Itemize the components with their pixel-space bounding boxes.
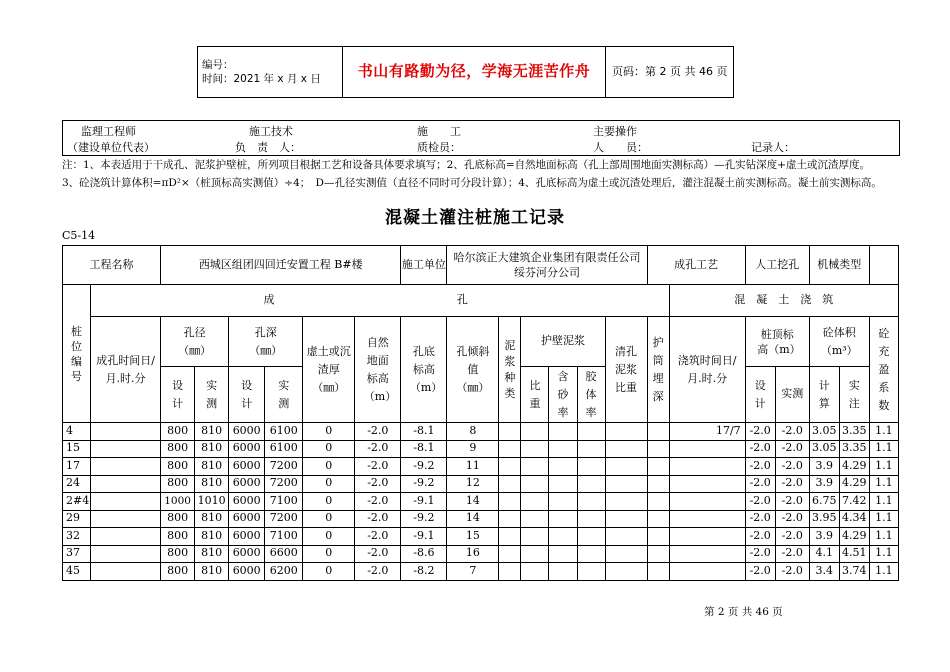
volume-calc: 计算: [809, 367, 839, 423]
note-line-2: 3、砼浇筑计算体积=πD²×（桩顶标高实测值）÷4； D—孔径实测值（直径不同时可分段计算）；4、孔底标高为虚土或沉渣处理后，灌注混凝土前实测标高。凝土前实测标高。: [62, 177, 882, 189]
cell-g: [521, 475, 549, 493]
pile-record-table: [62, 245, 899, 581]
cell-ground: -2.0: [355, 493, 401, 511]
cell-v-calc: 6.75: [809, 493, 839, 511]
sig-construction: 施 工: [417, 125, 461, 138]
cell-time: [91, 493, 161, 511]
cell-c: [577, 528, 605, 546]
cell-time: [91, 440, 161, 458]
cell-fill: 1.1: [869, 510, 898, 528]
cell-case: [647, 475, 669, 493]
cell-sed: 0: [303, 528, 355, 546]
cell-pour-time: [669, 563, 745, 581]
cell-d-actual: 810: [195, 510, 229, 528]
cell-d-design: 800: [161, 563, 195, 581]
cell-v-calc: 4.1: [809, 545, 839, 563]
cell-h-design: 6000: [229, 510, 265, 528]
group-header-row: [63, 285, 899, 317]
method-label: 成孔工艺: [647, 246, 745, 285]
footer-page-number: 第 2 页 共 46 页: [704, 606, 783, 618]
cell-bottom: -9.2: [401, 510, 447, 528]
cell-c: [577, 475, 605, 493]
cell-fill: 1.1: [869, 528, 898, 546]
cell-s: [549, 510, 577, 528]
cell-v-real: 3.35: [839, 423, 869, 441]
cell-mud: [499, 545, 521, 563]
cell-top-actual: -2.0: [775, 440, 809, 458]
cell-case: [647, 423, 669, 441]
casing-header: 护筒埋深: [647, 317, 669, 423]
hole-time-header: 成孔时间日/月.时.分: [91, 317, 161, 423]
cell-v-real: 3.74: [839, 563, 869, 581]
sig-owner-rep: （建设单位代表）: [67, 141, 155, 154]
ground-header: 自然地面标高（m）: [355, 317, 401, 423]
cell-h-design: 6000: [229, 475, 265, 493]
cell-d-actual: 810: [195, 528, 229, 546]
cell-top-design: -2.0: [745, 458, 775, 476]
cell-d-design: 800: [161, 458, 195, 476]
cell-d-design: 1000: [161, 493, 195, 511]
sig-recorder: 记录人：: [751, 141, 795, 154]
cell-sed: 0: [303, 423, 355, 441]
cell-d-design: 800: [161, 440, 195, 458]
cell-v-calc: 3.4: [809, 563, 839, 581]
cell-v-real: 4.29: [839, 475, 869, 493]
pile-no-header: 桩位编号: [63, 285, 91, 423]
cell-mud: [499, 528, 521, 546]
cell-sed: 0: [303, 458, 355, 476]
cell-top-design: -2.0: [745, 528, 775, 546]
cell-h-actual: 7200: [265, 458, 303, 476]
cell-c: [577, 545, 605, 563]
cell-fill: 1.1: [869, 545, 898, 563]
cell-top-design: -2.0: [745, 545, 775, 563]
cell-v-calc: 3.9: [809, 528, 839, 546]
cell-c: [577, 493, 605, 511]
cell-time: [91, 458, 161, 476]
sig-inspector: 质检员：: [417, 141, 461, 154]
cell-no: 15: [63, 440, 91, 458]
cell-top-actual: -2.0: [775, 458, 809, 476]
diameter-header: 孔径（㎜）: [161, 317, 229, 367]
cell-case: [647, 510, 669, 528]
cell-v-real: 4.29: [839, 458, 869, 476]
cell-clean: [605, 563, 647, 581]
cell-c: [577, 440, 605, 458]
cell-sed: 0: [303, 510, 355, 528]
sig-personnel: 人 员：: [593, 141, 648, 154]
cell-no: 45: [63, 563, 91, 581]
cell-s: [549, 528, 577, 546]
cell-v-calc: 3.05: [809, 423, 839, 441]
cell-s: [549, 493, 577, 511]
cell-clean: [605, 423, 647, 441]
top-design: 设计: [745, 367, 775, 423]
cell-v-real: 4.34: [839, 510, 869, 528]
cell-bottom: -8.1: [401, 423, 447, 441]
cell-mud: [499, 563, 521, 581]
cell-v-calc: 3.9: [809, 458, 839, 476]
table-row: [63, 528, 899, 546]
cell-v-real: 3.35: [839, 440, 869, 458]
table-row: [63, 545, 899, 563]
cell-top-actual: -2.0: [775, 510, 809, 528]
cell-v-calc: 3.95: [809, 510, 839, 528]
cell-h-design: 6000: [229, 458, 265, 476]
cell-v-real: 4.29: [839, 528, 869, 546]
cell-d-actual: 1010: [195, 493, 229, 511]
cell-ground: -2.0: [355, 510, 401, 528]
cell-g: [521, 528, 549, 546]
cell-d-design: 800: [161, 510, 195, 528]
note-line-1: 注：1、本表适用于干成孔、泥浆护壁桩，所列项目根据工艺和设备具体要求填写；2、孔底标高=自然地面标高（孔上部周围地面实测标高）—孔实钻深度+虚土或沉渣厚度。: [62, 159, 870, 171]
cell-clean: [605, 545, 647, 563]
cell-s: [549, 475, 577, 493]
cell-d-actual: 810: [195, 545, 229, 563]
cell-h-design: 6000: [229, 423, 265, 441]
cell-h-actual: 6200: [265, 563, 303, 581]
page-header: [197, 46, 734, 98]
cell-c: [577, 510, 605, 528]
cell-mud: [499, 475, 521, 493]
cell-c: [577, 423, 605, 441]
cell-top-design: -2.0: [745, 440, 775, 458]
cell-d-actual: 810: [195, 563, 229, 581]
cell-g: [521, 423, 549, 441]
cell-h-design: 6000: [229, 493, 265, 511]
cell-s: [549, 563, 577, 581]
sig-tech: 施工技术: [249, 125, 293, 138]
table-row: [63, 493, 899, 511]
cell-h-actual: 7200: [265, 475, 303, 493]
cell-ground: -2.0: [355, 458, 401, 476]
cell-v-real: 4.51: [839, 545, 869, 563]
cell-case: [647, 545, 669, 563]
cell-mud: [499, 510, 521, 528]
cell-time: [91, 475, 161, 493]
cell-fill: 1.1: [869, 563, 898, 581]
project-label: 工程名称: [63, 246, 161, 285]
cell-pour-time: [669, 440, 745, 458]
cell-slope: 8: [447, 423, 499, 441]
page-label: 页码：第 2 页 共 46 页: [606, 47, 734, 98]
cell-h-actual: 6100: [265, 440, 303, 458]
depth-actual: 实测: [265, 367, 303, 423]
cell-bottom: -9.1: [401, 528, 447, 546]
cell-no: 32: [63, 528, 91, 546]
cell-bottom: -8.6: [401, 545, 447, 563]
cell-s: [549, 458, 577, 476]
volume-real: 实注: [839, 367, 869, 423]
cell-pour-time: [669, 528, 745, 546]
cell-bottom: -8.1: [401, 440, 447, 458]
cell-top-actual: -2.0: [775, 563, 809, 581]
cell-case: [647, 458, 669, 476]
machine-value: [869, 246, 898, 285]
cell-d-actual: 810: [195, 475, 229, 493]
cell-bottom: -8.2: [401, 563, 447, 581]
cell-no: 17: [63, 458, 91, 476]
cell-top-actual: -2.0: [775, 423, 809, 441]
cell-fill: 1.1: [869, 423, 898, 441]
cell-time: [91, 528, 161, 546]
cell-top-actual: -2.0: [775, 545, 809, 563]
header-meta: [198, 47, 343, 98]
cell-mud: [499, 493, 521, 511]
cell-g: [521, 493, 549, 511]
cell-h-design: 6000: [229, 545, 265, 563]
cell-mud: [499, 458, 521, 476]
cell-c: [577, 563, 605, 581]
cell-sed: 0: [303, 545, 355, 563]
sand-header: 含砂率: [549, 367, 577, 423]
volume-header: 砼体积（m³）: [809, 317, 869, 367]
cell-pour-time: [669, 475, 745, 493]
diameter-design: 设计: [161, 367, 195, 423]
cell-case: [647, 563, 669, 581]
project-value: 西城区组团四回迁安置工程 B#楼: [161, 246, 401, 285]
gravity-header: 比重: [521, 367, 549, 423]
cell-sed: 0: [303, 440, 355, 458]
signature-box: [62, 120, 900, 156]
cell-slope: 11: [447, 458, 499, 476]
cell-h-actual: 7200: [265, 510, 303, 528]
depth-design: 设计: [229, 367, 265, 423]
cell-clean: [605, 510, 647, 528]
cell-top-actual: -2.0: [775, 528, 809, 546]
cell-d-design: 800: [161, 423, 195, 441]
top-actual: 实测: [775, 367, 809, 423]
sediment-header: 虚土或沉渣厚（㎜）: [303, 317, 355, 423]
fullness-header: 砼充盈系数: [869, 317, 898, 423]
cell-top-design: -2.0: [745, 510, 775, 528]
cell-top-actual: -2.0: [775, 475, 809, 493]
slogan: 书山有路勤为径，学海无涯苦作舟: [343, 47, 606, 98]
cell-v-real: 7.42: [839, 493, 869, 511]
cell-h-actual: 6100: [265, 423, 303, 441]
machine-label: 机械类型: [809, 246, 869, 285]
info-row: [63, 246, 899, 285]
pour-header: 混 凝 土 浇 筑: [669, 285, 898, 317]
cell-sed: 0: [303, 493, 355, 511]
cell-no: 2#4: [63, 493, 91, 511]
cell-pour-time: [669, 493, 745, 511]
cell-slope: 15: [447, 528, 499, 546]
pour-time-header: 浇筑时间日/月.时.分: [669, 317, 745, 423]
cell-slope: 14: [447, 510, 499, 528]
cell-d-actual: 810: [195, 423, 229, 441]
cell-ground: -2.0: [355, 423, 401, 441]
cell-no: 29: [63, 510, 91, 528]
cell-no: 24: [63, 475, 91, 493]
cell-ground: -2.0: [355, 475, 401, 493]
cell-h-actual: 7100: [265, 493, 303, 511]
cell-fill: 1.1: [869, 440, 898, 458]
cell-g: [521, 510, 549, 528]
cell-d-design: 800: [161, 475, 195, 493]
colloid-header: 胶体率: [577, 367, 605, 423]
cell-d-actual: 810: [195, 458, 229, 476]
cell-fill: 1.1: [869, 458, 898, 476]
cell-slope: 16: [447, 545, 499, 563]
table-row: [63, 440, 899, 458]
cheng-header: 成: [91, 285, 447, 317]
unit-value: 哈尔滨正大建筑企业集团有限责任公司 绥芬河分公司: [447, 246, 647, 285]
mud-type-header: 泥浆种类: [499, 317, 521, 423]
cell-pour-time: 17/7: [669, 423, 745, 441]
page-title: 混凝土灌注桩施工记录: [385, 208, 565, 228]
cell-fill: 1.1: [869, 475, 898, 493]
form-code: C5-14: [62, 229, 96, 242]
cell-pour-time: [669, 545, 745, 563]
cell-s: [549, 423, 577, 441]
cell-slope: 14: [447, 493, 499, 511]
cell-d-design: 800: [161, 528, 195, 546]
cell-case: [647, 493, 669, 511]
cell-g: [521, 563, 549, 581]
cell-fill: 1.1: [869, 493, 898, 511]
kong-header: 孔: [447, 285, 669, 317]
cell-sed: 0: [303, 563, 355, 581]
cell-bottom: -9.2: [401, 475, 447, 493]
cell-no: 4: [63, 423, 91, 441]
cell-bottom: -9.1: [401, 493, 447, 511]
cell-h-actual: 6600: [265, 545, 303, 563]
cell-time: [91, 563, 161, 581]
table-body: [63, 423, 899, 581]
cell-slope: 12: [447, 475, 499, 493]
table-row: [63, 563, 899, 581]
cell-sed: 0: [303, 475, 355, 493]
cell-slope: 9: [447, 440, 499, 458]
cell-case: [647, 440, 669, 458]
cell-s: [549, 545, 577, 563]
cell-g: [521, 545, 549, 563]
top-level-header: 桩顶标高（m）: [745, 317, 809, 367]
cell-top-design: -2.0: [745, 563, 775, 581]
cell-h-design: 6000: [229, 440, 265, 458]
cell-ground: -2.0: [355, 545, 401, 563]
cell-mud: [499, 423, 521, 441]
cell-v-calc: 3.05: [809, 440, 839, 458]
cell-g: [521, 458, 549, 476]
code-label: 编号：: [202, 59, 234, 71]
cell-ground: -2.0: [355, 563, 401, 581]
cell-clean: [605, 528, 647, 546]
cell-top-actual: -2.0: [775, 493, 809, 511]
cell-clean: [605, 440, 647, 458]
table-row: [63, 458, 899, 476]
bottom-header: 孔底标高（m）: [401, 317, 447, 423]
table-row: [63, 510, 899, 528]
depth-header: 孔深（㎜）: [229, 317, 303, 367]
cell-clean: [605, 493, 647, 511]
cell-mud: [499, 440, 521, 458]
cell-v-calc: 3.9: [809, 475, 839, 493]
sig-supervisor: 监理工程师: [81, 125, 136, 138]
clean-mud-header: 清孔泥浆比重: [605, 317, 647, 423]
cell-h-actual: 7100: [265, 528, 303, 546]
cell-h-design: 6000: [229, 563, 265, 581]
cell-clean: [605, 475, 647, 493]
table-row: [63, 475, 899, 493]
wall-mud-header: 护壁泥浆: [521, 317, 605, 367]
cell-pour-time: [669, 458, 745, 476]
cell-no: 37: [63, 545, 91, 563]
cell-ground: -2.0: [355, 528, 401, 546]
cell-time: [91, 510, 161, 528]
sig-operator: 主要操作: [593, 125, 637, 138]
cell-top-design: -2.0: [745, 423, 775, 441]
unit-label: 施工单位: [401, 246, 447, 285]
cell-time: [91, 423, 161, 441]
cell-top-design: -2.0: [745, 475, 775, 493]
cell-bottom: -9.2: [401, 458, 447, 476]
cell-h-design: 6000: [229, 528, 265, 546]
cell-pour-time: [669, 510, 745, 528]
table-row: [63, 423, 899, 441]
cell-top-design: -2.0: [745, 493, 775, 511]
cell-d-design: 800: [161, 545, 195, 563]
sub-header-row: [63, 317, 899, 367]
cell-clean: [605, 458, 647, 476]
cell-d-actual: 810: [195, 440, 229, 458]
slope-header: 孔倾斜值（㎜）: [447, 317, 499, 423]
cell-c: [577, 458, 605, 476]
cell-slope: 7: [447, 563, 499, 581]
cell-case: [647, 528, 669, 546]
sig-leader: 负 责 人：: [235, 141, 301, 154]
diameter-actual: 实测: [195, 367, 229, 423]
method-value: 人工挖孔: [745, 246, 809, 285]
cell-g: [521, 440, 549, 458]
cell-ground: -2.0: [355, 440, 401, 458]
time-label: 时间：2021 年 x 月 x 日: [202, 73, 321, 85]
cell-time: [91, 545, 161, 563]
cell-s: [549, 440, 577, 458]
